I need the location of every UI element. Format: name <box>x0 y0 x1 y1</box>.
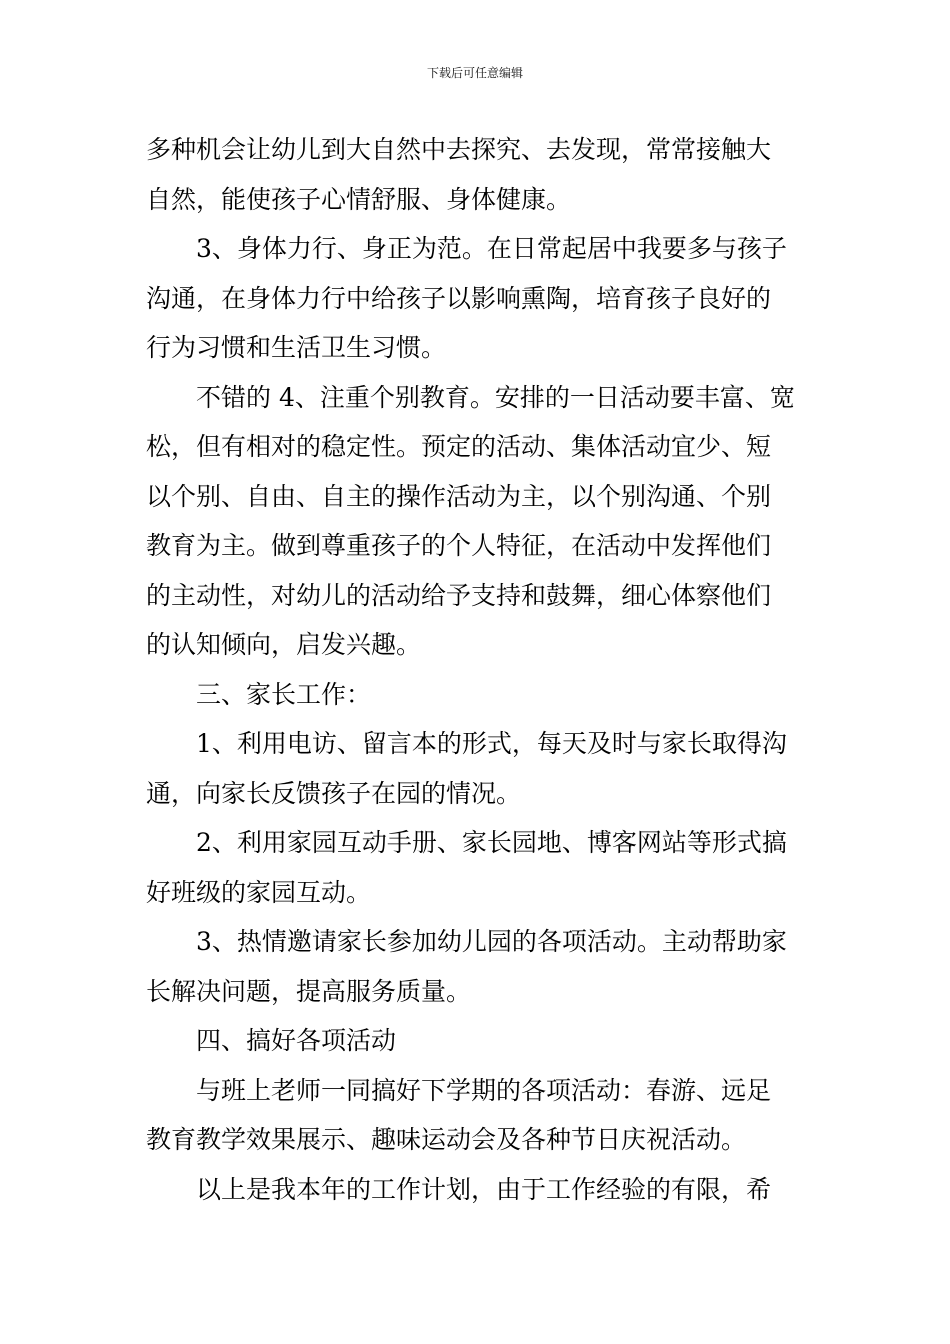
text-line: 教育为主。做到尊重孩子的个人特征，在活动中发挥他们 <box>146 531 772 560</box>
text-line: 好班级的家园互动。 <box>146 877 372 907</box>
text-line: 通，向家长反馈孩子在园的情况。 <box>146 778 522 808</box>
paragraph-start: 3、身体力行、身正为范。在日常起居中我要多与孩子 <box>196 234 787 263</box>
section-heading: 四、搞好各项活动 <box>196 1026 397 1055</box>
text-line: 的主动性，对幼儿的活动给予支持和鼓舞，细心体察他们 <box>146 580 772 610</box>
paragraph-start: 3、热情邀请家长参加幼儿园的各项活动。主动帮助家 <box>196 927 787 956</box>
text-line: 教育教学效果展示、趣味运动会及各种节日庆祝活动。 <box>146 1125 747 1154</box>
paragraph-start: 1、利用电访、留言本的形式，每天及时与家长取得沟 <box>196 729 787 758</box>
text-line: 行为习惯和生活卫生习惯。 <box>146 333 447 362</box>
document-body <box>146 125 808 1214</box>
text-line: 自然，能使孩子心情舒服、身体健康。 <box>146 184 572 214</box>
paragraph-start: 2、利用家园互动手册、家长园地、博客网站等形式搞 <box>196 828 787 857</box>
text-line: 松，但有相对的稳定性。预定的活动、集体活动宜少、短 <box>146 432 772 461</box>
paragraph-start: 不错的 4、注重个别教育。安排的一日活动要丰富、宽 <box>196 382 795 412</box>
paragraph-start: 以上是我本年的工作计划，由于工作经验的有限，希 <box>196 1174 772 1204</box>
paragraph-start: 与班上老师一同搞好下学期的各项活动：春游、远足 <box>196 1075 772 1105</box>
text-line: 多种机会让幼儿到大自然中去探究、去发现，常常接触大 <box>146 135 772 164</box>
page-header: 下载后可任意编辑 <box>426 66 523 80</box>
text-line: 长解决问题，提高服务质量。 <box>146 976 472 1006</box>
section-heading: 三、家长工作： <box>196 679 372 709</box>
text-line: 的认知倾向，启发兴趣。 <box>146 630 422 659</box>
text-line: 沟通，在身体力行中给孩子以影响熏陶，培育孩子良好的 <box>146 283 772 313</box>
text-line: 以个别、自由、自主的操作活动为主，以个别沟通、个别 <box>146 481 772 511</box>
